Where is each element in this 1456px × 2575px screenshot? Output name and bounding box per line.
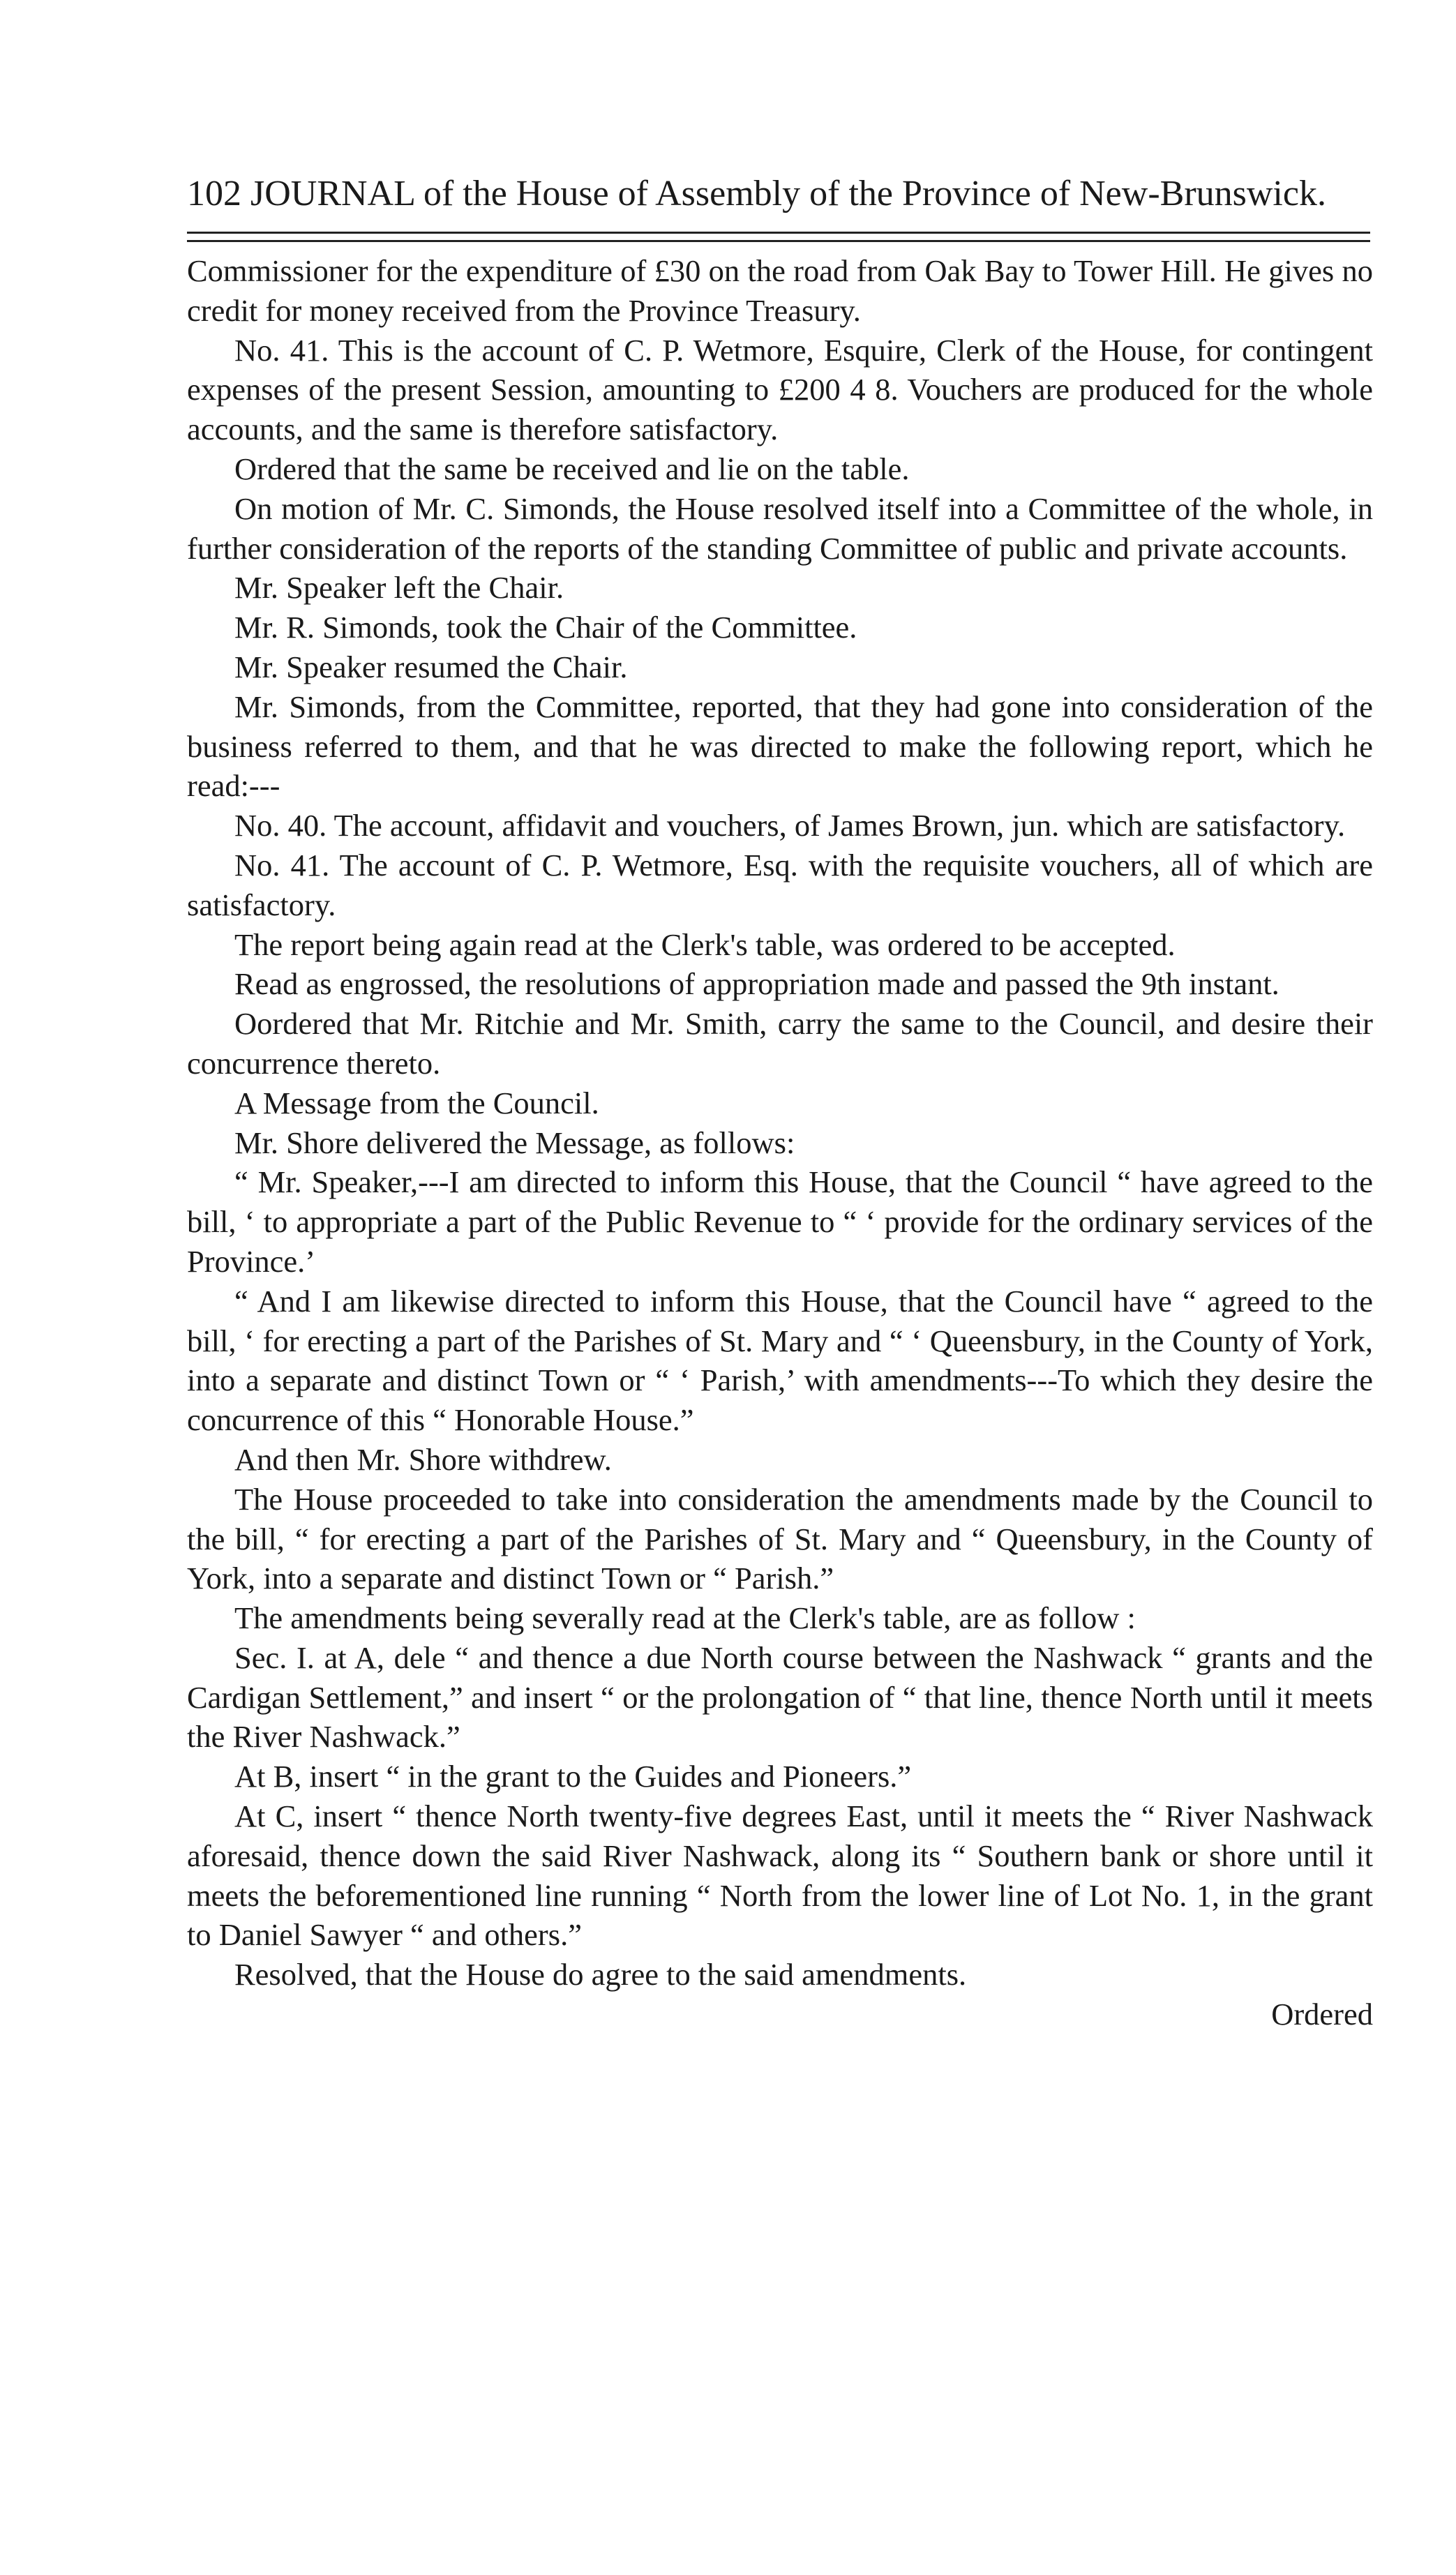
paragraph-shore-delivered: Mr. Shore delivered the Message, as follows: [234, 1125, 795, 1160]
paragraph-speaker-left-chair: Mr. Speaker left the Chair. [234, 570, 564, 606]
paragraph-shore-withdrew: And then Mr. Shore withdrew. [234, 1441, 612, 1477]
paragraph-committee-report: Mr. Simonds, from the Committee, reported, that they had gone into consideration of the business referred to them, and that he was directed to make the following report, which he read:--- [187, 689, 1373, 804]
paragraph-report-accepted: The report being again read at the Clerk's table, was ordered to be accepted. [234, 926, 1176, 962]
paragraph-commissioner-continued: Commissioner for the expenditure of £30 on the road from Oak Bay to Tower Hill. He gives no credit for money received from the Province Treasury. [187, 253, 1373, 328]
paragraph-amendment-b: At B, insert “ in the grant to the Guides and Pioneers.” [234, 1759, 912, 1794]
header-rule-top [187, 232, 1370, 234]
paragraph-committee-of-whole: On motion of Mr. C. Simonds, the House resolved itself into a Committee of the whole, in further consideration of the reports of the standing Committee of public and private accounts. [187, 490, 1373, 566]
paragraph-amendment-a: Sec. I. at A, dele “ and thence a due North course between the Nashwack “ grants and the Cardigan Settlement,” and insert “ or the prolongation of “ that line, thence North until it meets the River Nashwack.” [187, 1639, 1373, 1755]
running-header [187, 166, 1373, 222]
page-number: 102 [187, 174, 241, 213]
paragraph-ordered-lie-on-table: Ordered that the same be received and lie on the table. [234, 451, 910, 486]
paragraph-no-41: No. 41. The account of C. P. Wetmore, Esq. with the requisite vouchers, all of which are satisfactory. [187, 847, 1373, 922]
paragraph-message-parishes: “ And I am likewise directed to inform this House, that the Council have “ agreed to the bill, ‘ for erecting a part of the Parishes of St. Mary and “ ‘ Queensbury, in the County of York, into a separate and distinct Town or “ ‘ Parish,’ with amendments---To which they desire the concurrence of this “ Honorable House.” [187, 1283, 1373, 1438]
paragraph-message-from-council: A Message from the Council. [234, 1085, 599, 1120]
running-title: JOURNAL of the House of Assembly of the Province of New-Brunswick. [250, 174, 1326, 213]
journal-body [187, 251, 1373, 2034]
paragraph-no-40: No. 40. The account, affidavit and vouchers, of James Brown, jun. which are satisfactory. [234, 808, 1346, 843]
paragraph-ordered-ritchie-smith: Oordered that Mr. Ritchie and Mr. Smith, carry the same to the Council, and desire their concurrence thereto. [187, 1006, 1373, 1081]
catchword: Ordered [1271, 1997, 1373, 2032]
paragraph-no-41-account: No. 41. This is the account of C. P. Wetmore, Esquire, Clerk of the House, for contingent expenses of the present Session, amounting to £200 4 8. Vouchers are produced for the whole accounts, and the same is therefore satisfactory. [187, 332, 1373, 447]
paragraph-read-as-engrossed: Read as engrossed, the resolutions of appropriation made and passed the 9th instant. [234, 966, 1279, 1002]
paragraph-resolved-agree: Resolved, that the House do agree to the said amendments. [234, 1957, 967, 1992]
paragraph-message-appropriation: “ Mr. Speaker,---I am directed to inform this House, that the Council “ have agreed to the bill, ‘ to appropriate a part of the Public Revenue to “ ‘ provide for the ordinary services of the Province.’ [187, 1164, 1373, 1279]
paragraph-simonds-took-chair: Mr. R. Simonds, took the Chair of the Committee. [234, 610, 857, 645]
paragraph-amendment-c: At C, insert “ thence North twenty-five degrees East, until it meets the “ River Nashwack aforesaid, thence down the said River Nashwack, along its “ Southern bank or shore until it meets the beforementioned line running “ North from the lower line of Lot No. 1, in the grant to Daniel Sawyer “ and others.” [187, 1799, 1373, 1953]
paragraph-speaker-resumed-chair: Mr. Speaker resumed the Chair. [234, 649, 628, 684]
header-rule-bottom [187, 240, 1370, 242]
paragraph-house-proceeded: The House proceeded to take into consideration the amendments made by the Council to the bill, “ for erecting a part of the Parishes of St. Mary and “ Queensbury, in the County of York, into a separate and distinct Town or “ Parish.” [187, 1481, 1373, 1596]
paragraph-amendments-read: The amendments being severally read at the Clerk's table, are as follow : [234, 1600, 1136, 1636]
